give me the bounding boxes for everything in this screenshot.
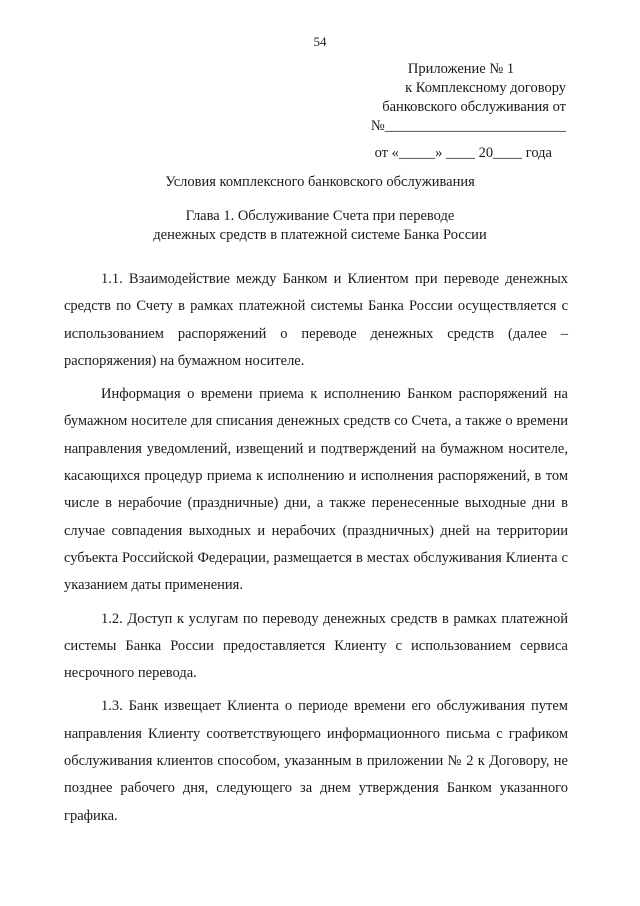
paragraph-1-2: 1.2. Доступ к услугам по переводу денежных средств в рамках платежной системы Банка России предоставляется Клиенту с использованием сервиса несрочного перевода. [64, 610, 568, 682]
paragraph-1-3: 1.3. Банк извещает Клиента о периоде времени его обслуживания путем направления Клиенту соответствующего информационного письма с графиком обслуживания клиентов способом, указанным в приложении № 2 к Договору, не позднее рабочего дня, следующего за днем утверждения Банком указанного графика. [64, 698, 568, 824]
appendix-title: Приложение № 1 [407, 61, 515, 77]
appendix-header [356, 60, 566, 163]
document-title: Условия комплексного банковского обслуживания [165, 174, 475, 190]
body-text [64, 266, 568, 836]
appendix-contract-ref: к Комплексному договору [405, 80, 566, 96]
appendix-number-line: №_________________________ [370, 118, 566, 134]
chapter-heading [0, 207, 640, 245]
appendix-contract-ref-cont: банковского обслуживания от [382, 99, 566, 115]
paragraph-1-1-info: Информация о времени приема к исполнению Банком распоряжений на бумажном носителе для списания денежных средств со Счета, а также о времени направления уведомлений, извещений и подтверждений на бумажном носителе, касающихся процедур приема к исполнению и исполнения распоряжений, в том числе в нерабочие (праздничные) дни, а также перенесенные выходные дни в случае совпадения выходных и нерабочих (праздничных) дней на территории субъекта Российской Федерации, размещается в местах обслуживания Клиента с указанием даты применения. [64, 386, 568, 594]
page-number: 54 [313, 34, 327, 49]
paragraph-1-1: 1.1. Взаимодействие между Банком и Клиентом при переводе денежных средств по Счету в рамках платежной системы Банка России осуществляется с использованием распоряжений о переводе денежных средств (далее – распоряжения) на бумажном носителе. [64, 271, 568, 369]
appendix-date-line: от «_____» ____ 20____ года [374, 145, 552, 161]
chapter-heading-line-2: денежных средств в платежной системе Банка России [153, 227, 487, 243]
chapter-heading-line-1: Глава 1. Обслуживание Счета при переводе [185, 208, 455, 224]
